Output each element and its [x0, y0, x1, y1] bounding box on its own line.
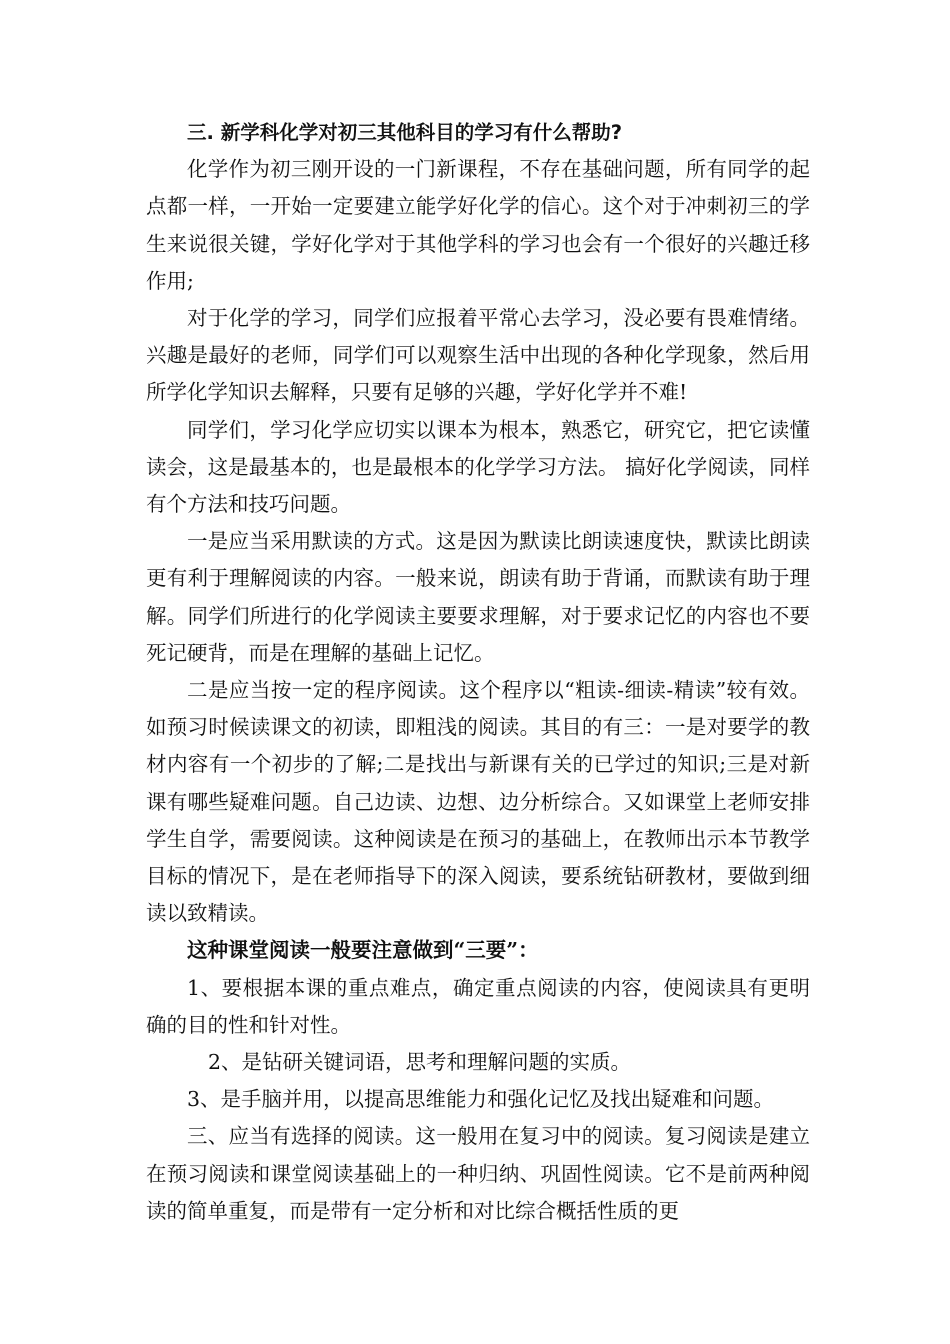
- paragraph: 一是应当采用默读的方式。这是因为默读比朗读速度快，默读比朗读更有利于理解阅读的内容。一般来说，朗读有助于背诵，而默读有助于理解。同学们所进行的化学阅读主要要求理解，对于要求记忆的内容也不要死记硬背，而是在理解的基础上记忆。: [146, 529, 810, 665]
- section-heading: 三. 新学科化学对初三其他科目的学习有什么帮助?: [187, 121, 623, 144]
- paragraph: 同学们，学习化学应切实以课本为根本，熟悉它，研究它，把它读懂读会，这是最基本的，也是最根本的化学学习方法。 搞好化学阅读，同样有个方法和技巧问题。: [146, 417, 810, 517]
- bold-subheading: 这种课堂阅读一般要注意做到“三要”：: [187, 938, 539, 963]
- list-item: 2、是钻研关键词语，思考和理解问题的实质。: [208, 1050, 632, 1075]
- paragraph: 化学作为初三刚开设的一门新课程，不存在基础问题，所有同学的起点都一样，一开始一定要建立能学好化学的信心。这个对于冲刺初三的学生来说很关键，学好化学对于其他学科的学习也会有一个很好的兴趣迁移作用;: [146, 157, 810, 293]
- paragraph: 二是应当按一定的程序阅读。这个程序以“粗读-细读-精读”较有效。如预习时候读课文的初读，即粗浅的阅读。其目的有三：一是对要学的教材内容有一个初步的了解;二是找出与新课有关的已学过的知识;三是对新课有哪些疑难问题。自己边读、边想、边分析综合。又如课堂上老师安排学生自学，需要阅读。这种阅读是在预习的基础上，在教师出示本节教学目标的情况下，是在老师指导下的深入阅读，要系统钻研教材，要做到细读以致精读。: [146, 678, 810, 926]
- document-body: [146, 114, 810, 1230]
- list-item: 3、是手脑并用，以提高思维能力和强化记忆及找出疑难和问题。: [187, 1087, 775, 1112]
- paragraph: 对于化学的学习，同学们应报着平常心去学习，没必要有畏难情绪。兴趣是最好的老师，同学们可以观察生活中出现的各种化学现象，然后用所学化学知识去解释，只要有足够的兴趣，学好化学并不难!: [146, 306, 810, 405]
- list-item: 1、要根据本课的重点难点，确定重点阅读的内容，使阅读具有更明确的目的性和针对性。: [146, 975, 810, 1037]
- paragraph: 三、应当有选择的阅读。这一般用在复习中的阅读。复习阅读是建立在预习阅读和课堂阅读基础上的一种归纳、巩固性阅读。它不是前两种阅读的简单重复，而是带有一定分析和对比综合概括性质的更: [146, 1124, 810, 1223]
